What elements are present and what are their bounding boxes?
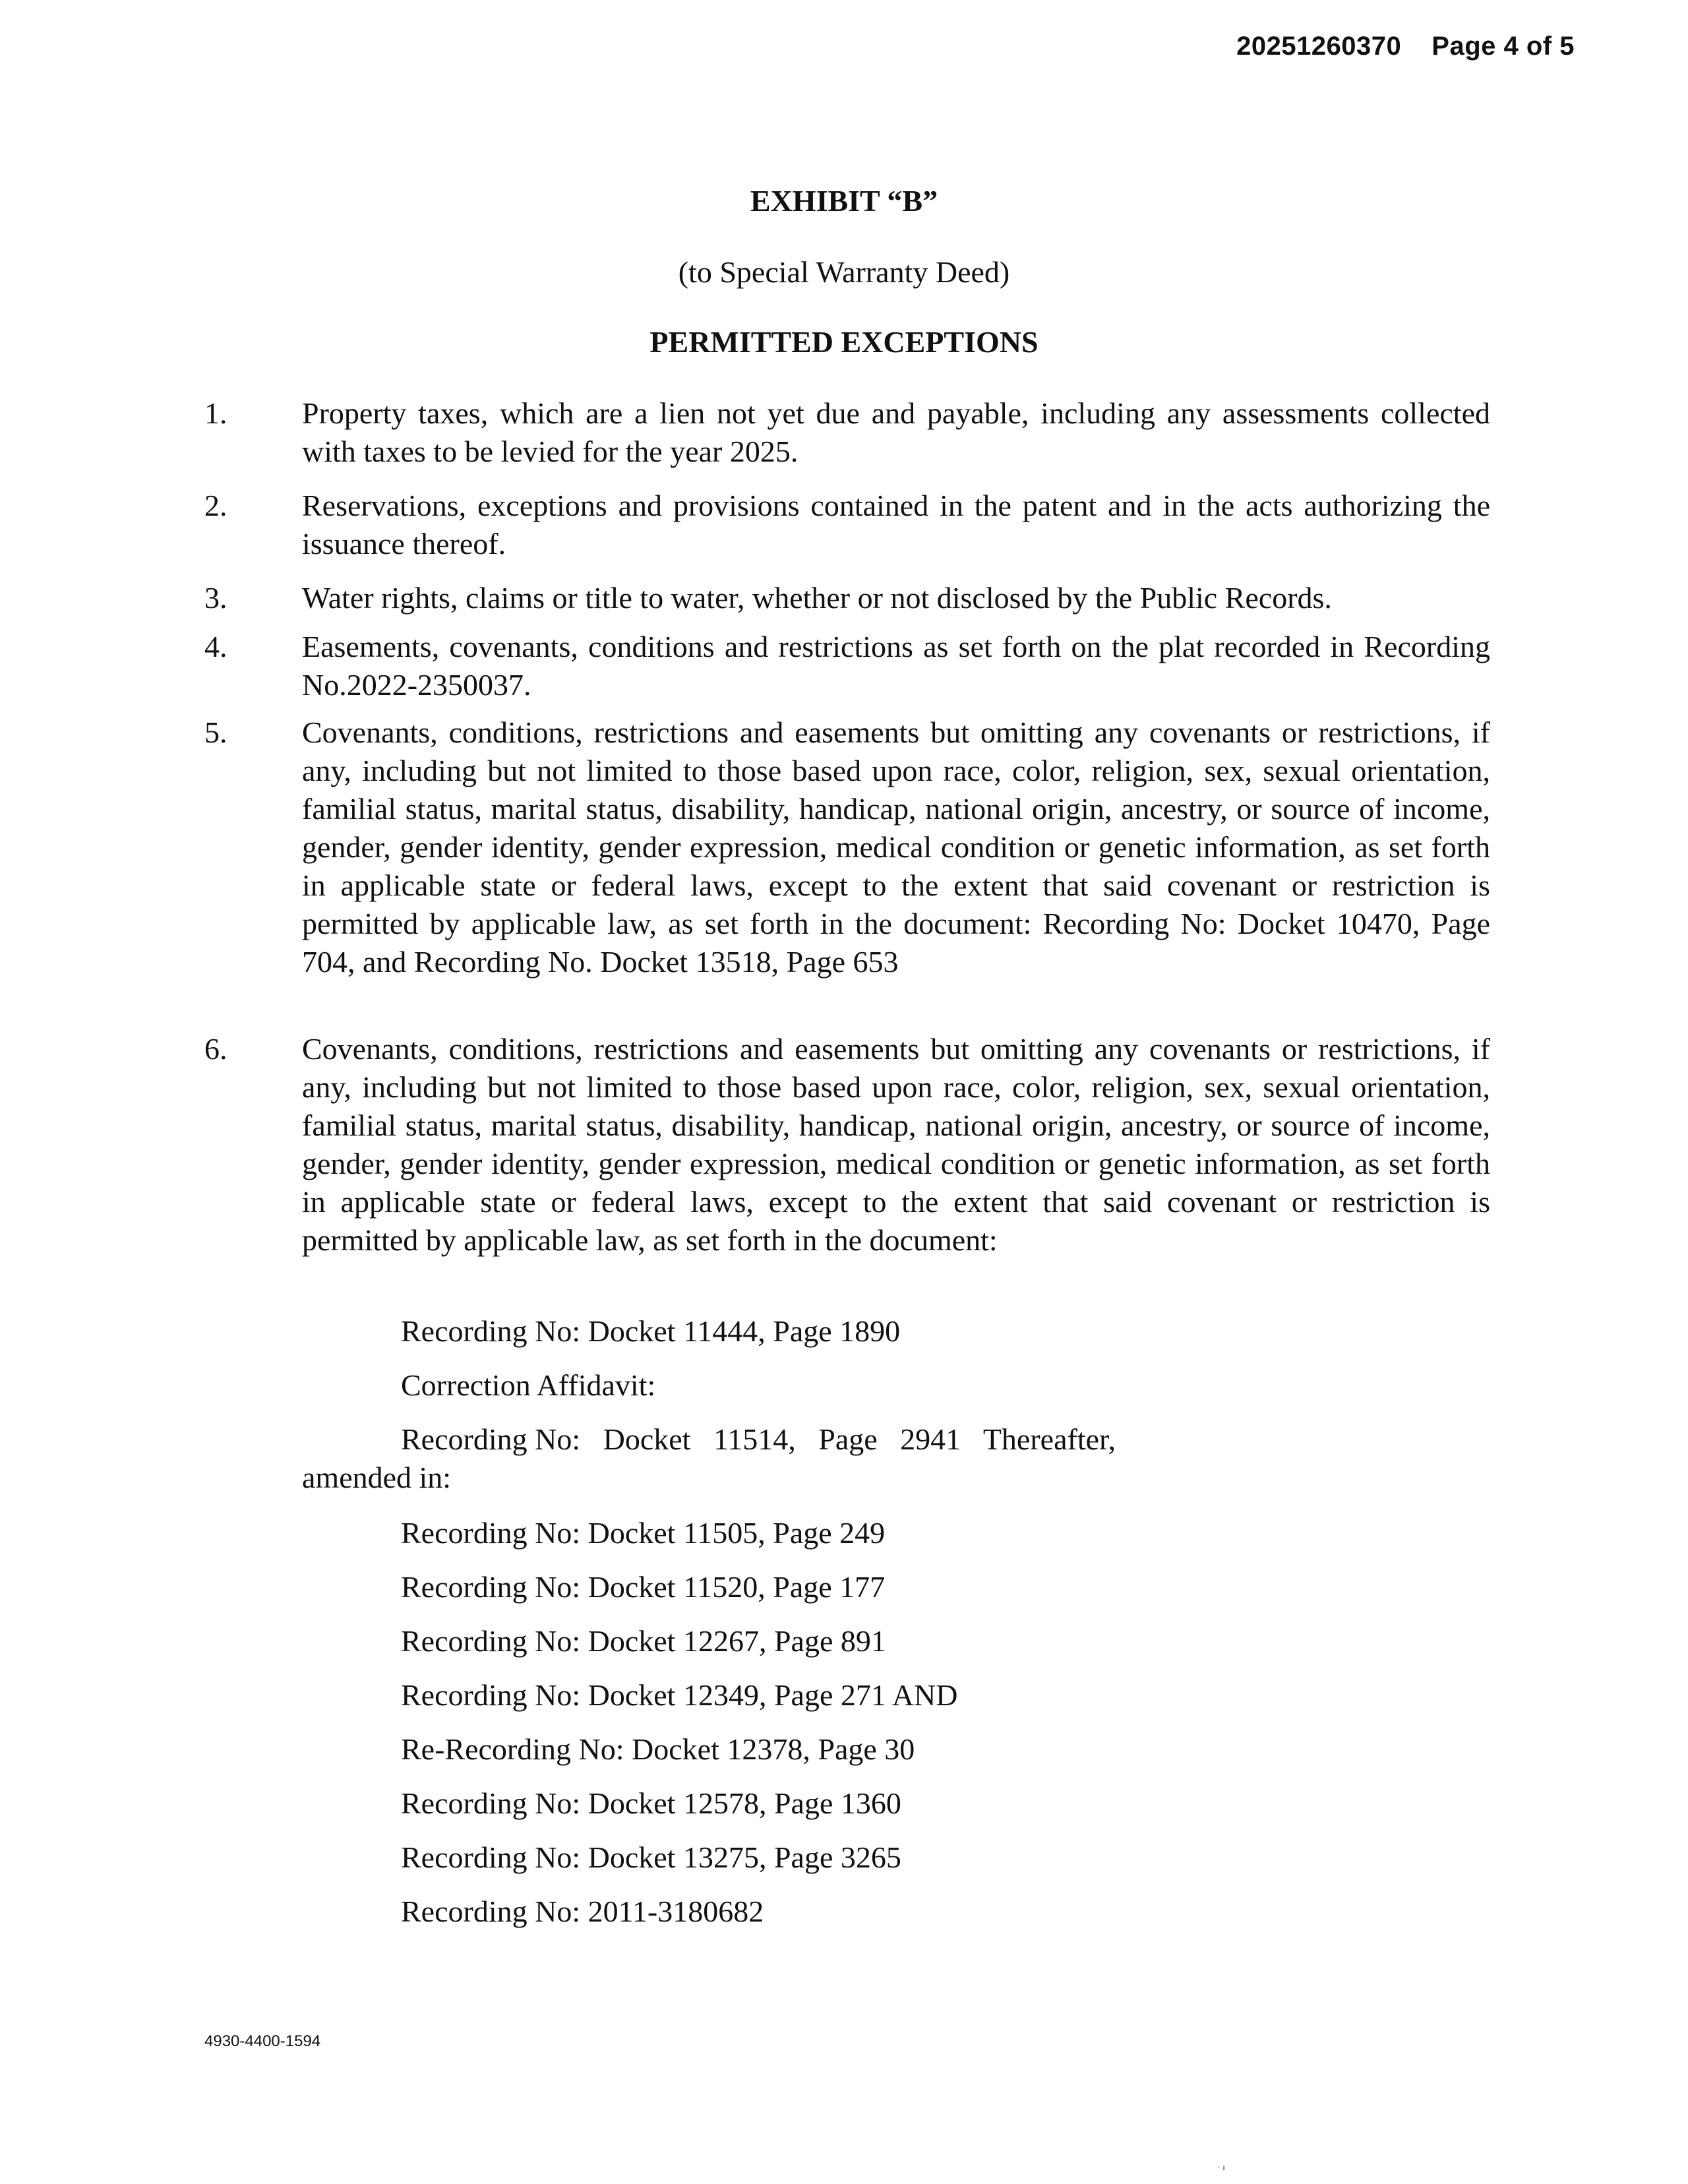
recording-line: Recording No: Docket 11505, Page 249 — [401, 1516, 886, 1550]
correction-affidavit-label: Correction Affidavit: — [401, 1368, 656, 1402]
exhibit-subtitle: (to Special Warranty Deed) — [678, 255, 1010, 289]
item-number: 4. — [204, 630, 227, 663]
item-text: Reservations, exceptions and provisions contained in the patent and in the acts authorizing the issuance thereof. — [302, 489, 1490, 561]
exhibit-title: EXHIBIT “B” — [750, 184, 938, 218]
recording-line: Re-Recording No: Docket 12378, Page 30 — [401, 1732, 915, 1766]
amended-in-label: amended in: — [302, 1461, 452, 1494]
page-indicator: Page 4 of 5 — [1432, 32, 1575, 61]
recording-line: Recording No: Docket 12267, Page 891 — [401, 1624, 886, 1658]
item-number: 3. — [204, 581, 227, 615]
item-text: Covenants, conditions, restrictions and easements but omitting any covenants or restrictions, if any, including but not limited to those based upon race, color, religion, sex, sexual orientation, familial status, marital status, disability, handicap, national origin, ancestry, or source of income, gender, gender identity, gender expression, medical condition or genetic information, as set forth in applicable state or federal laws, except to the extent that said covenant or restriction is permitted by applicable law, as set forth in the document: Recording No: Docket 10470, Page 704, and Recording No. Docket 13518, Page 653 — [302, 715, 1490, 979]
scan-mark: · ı — [1217, 2163, 1226, 2173]
item-text: Covenants, conditions, restrictions and easements but omitting any covenants or restrictions, if any, including but not limited to those based upon race, color, religion, sex, sexual orientation, familial status, marital status, disability, handicap, national origin, ancestry, or source of income, gender, gender identity, gender expression, medical condition or genetic information, as set forth in applicable state or federal laws, except to the extent that said covenant or restriction is permitted by applicable law, as set forth in the document: — [302, 1032, 1490, 1257]
page-header — [1236, 32, 1575, 61]
recording-line: Recording No: Docket 12578, Page 1360 — [401, 1786, 901, 1820]
item-number: 6. — [204, 1032, 227, 1066]
recording-line: Recording No: Docket 13275, Page 3265 — [401, 1840, 901, 1874]
document-number: 20251260370 — [1236, 32, 1402, 61]
recording-line: Recording No: Docket 11444, Page 1890 — [401, 1314, 901, 1348]
item-text: Water rights, claims or title to water, whether or not disclosed by the Public Records. — [302, 581, 1332, 615]
item-number: 1. — [204, 396, 227, 430]
recording-line: Recording No: Docket 11520, Page 177 — [401, 1570, 886, 1604]
item-text: Property taxes, which are a lien not yet due and payable, including any assessments collected with taxes to be levied for the year 2025. — [302, 396, 1490, 468]
item-number: 5. — [204, 715, 227, 749]
recording-line: Recording No: Docket 11514, Page 2941 Thereafter, — [401, 1422, 1116, 1456]
item-text: Easements, covenants, conditions and restrictions as set forth on the plat recorded in Recording No.2022-2350037. — [302, 630, 1490, 702]
item-number: 2. — [204, 489, 227, 522]
recording-line: Recording No: 2011-3180682 — [401, 1895, 764, 1928]
recording-line: Recording No: Docket 12349, Page 271 AND — [401, 1678, 958, 1712]
section-heading: PERMITTED EXCEPTIONS — [649, 325, 1039, 359]
footer-document-id: 4930-4400-1594 — [204, 2032, 321, 2050]
